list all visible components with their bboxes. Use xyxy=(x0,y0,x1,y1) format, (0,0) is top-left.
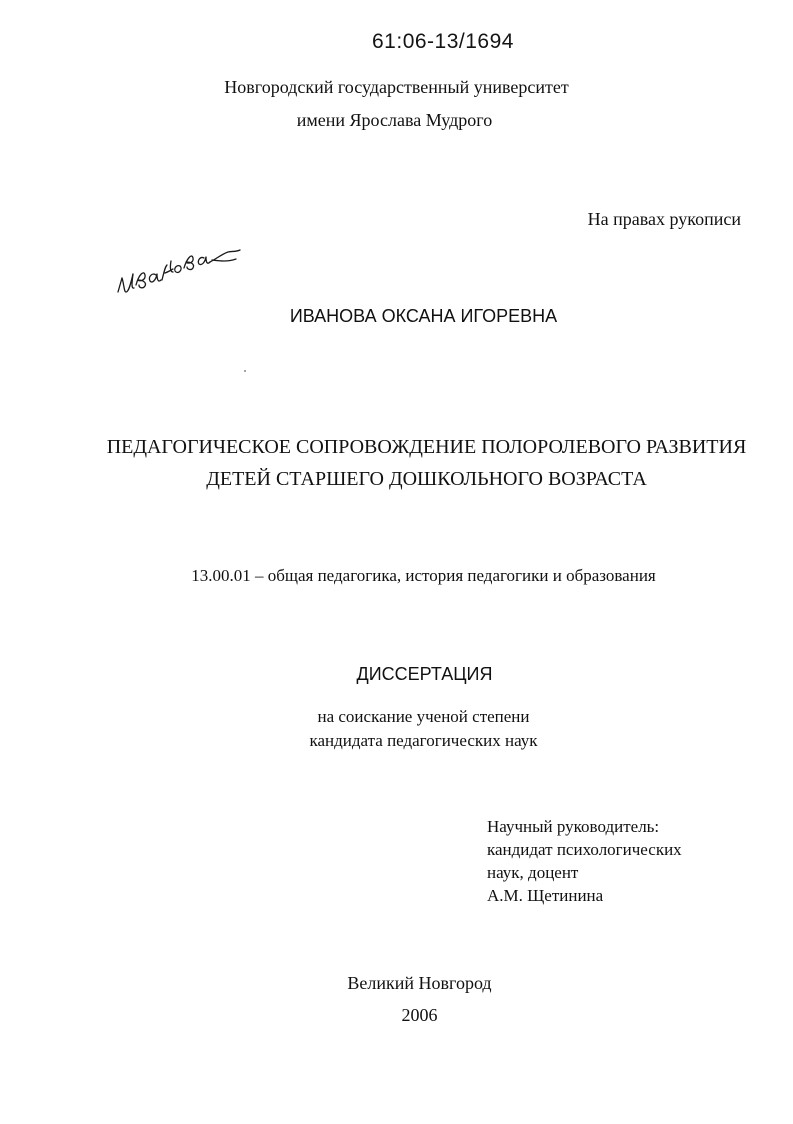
catalog-code: 61:06-13/1694 xyxy=(372,30,514,53)
university-name: Новгородский государственный университет xyxy=(224,77,569,97)
handwritten-signature xyxy=(112,222,252,312)
manuscript-rights: На правах рукописи xyxy=(587,209,741,229)
advisor-credentials-1: кандидат психологических xyxy=(487,840,682,859)
advisor-role: Научный руководитель: xyxy=(487,817,660,836)
degree-line-2: кандидата педагогических наук xyxy=(309,731,538,750)
advisor-name: А.М. Щетинина xyxy=(487,886,604,905)
advisor-block xyxy=(487,815,682,907)
thesis-title-line-1: ПЕДАГОГИЧЕСКОЕ СОПРОВОЖДЕНИЕ ПОЛОРОЛЕВОГО РАЗВИТИЯ xyxy=(106,436,747,458)
university-honorific: имени Ярослава Мудрого xyxy=(296,110,493,130)
degree-line-1: на соискание ученой степени xyxy=(317,707,530,726)
specialty-code: 13.00.01 – общая педагогика, история педагогики и образования xyxy=(191,566,656,585)
document-type: ДИССЕРТАЦИЯ xyxy=(356,664,493,684)
advisor-credentials-2: наук, доцент xyxy=(487,863,579,882)
year: 2006 xyxy=(401,1005,438,1025)
city: Великий Новгород xyxy=(347,973,492,993)
scan-speck xyxy=(244,370,246,372)
thesis-title-line-2: ДЕТЕЙ СТАРШЕГО ДОШКОЛЬНОГО ВОЗРАСТА xyxy=(206,468,647,490)
author-name: ИВАНОВА ОКСАНА ИГОРЕВНА xyxy=(289,306,558,326)
